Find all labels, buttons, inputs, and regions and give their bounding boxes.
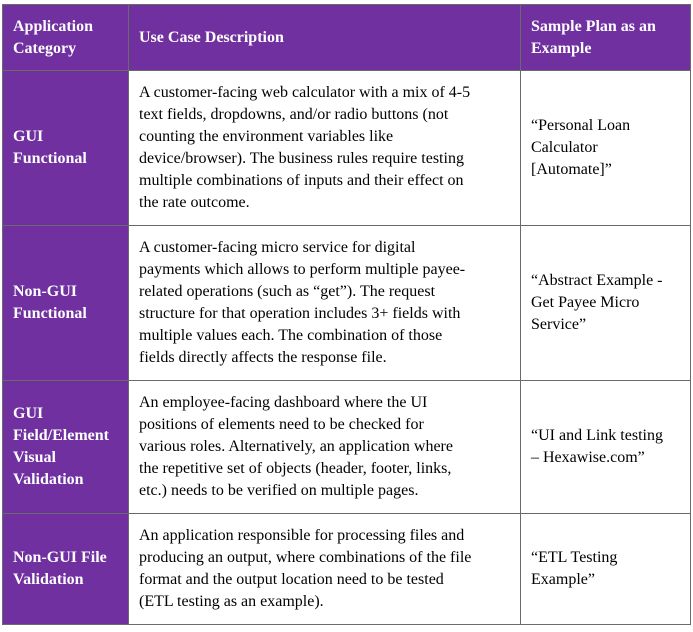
category-cell: GUI Field/Element Visual Validation bbox=[3, 381, 129, 514]
sample-cell: “Personal Loan Calculator [Automate]” bbox=[521, 71, 691, 226]
category-cell: GUI Functional bbox=[3, 71, 129, 226]
header-category: Application Category bbox=[3, 5, 129, 71]
header-row bbox=[3, 5, 691, 71]
table-row bbox=[3, 71, 691, 226]
description-cell: An application responsible for processing files and producing an output, where combinations of the file format and the output location need to be tested (ETL testing as an example). bbox=[129, 514, 521, 625]
table-row bbox=[3, 514, 691, 625]
sample-cell: “Abstract Example - Get Payee Micro Service” bbox=[521, 226, 691, 381]
category-cell: Non-GUI File Validation bbox=[3, 514, 129, 625]
sample-cell: “UI and Link testing – Hexawise.com” bbox=[521, 381, 691, 514]
description-cell: An employee-facing dashboard where the UI positions of elements need to be checked for various roles. Alternatively, an application where the repetitive set of objects (header, footer, links, etc.) needs to be verified on multiple pages. bbox=[129, 381, 521, 514]
header-description: Use Case Description bbox=[129, 5, 521, 71]
use-case-table bbox=[2, 4, 691, 625]
header-sample: Sample Plan as an Example bbox=[521, 5, 691, 71]
category-cell: Non-GUI Functional bbox=[3, 226, 129, 381]
description-cell: A customer-facing micro service for digital payments which allows to perform multiple payee- related operations (such as “get”). The request structure for that operation includes 3+ fields with multiple values each. The combination of those fields directly affects the response file. bbox=[129, 226, 521, 381]
description-cell: A customer-facing web calculator with a mix of 4-5 text fields, dropdowns, and/or radio buttons (not counting the environment variables like device/browser). The business rules require testing multiple combinations of inputs and their effect on the rate outcome. bbox=[129, 71, 521, 226]
table-row bbox=[3, 381, 691, 514]
sample-cell: “ETL Testing Example” bbox=[521, 514, 691, 625]
table-row bbox=[3, 226, 691, 381]
